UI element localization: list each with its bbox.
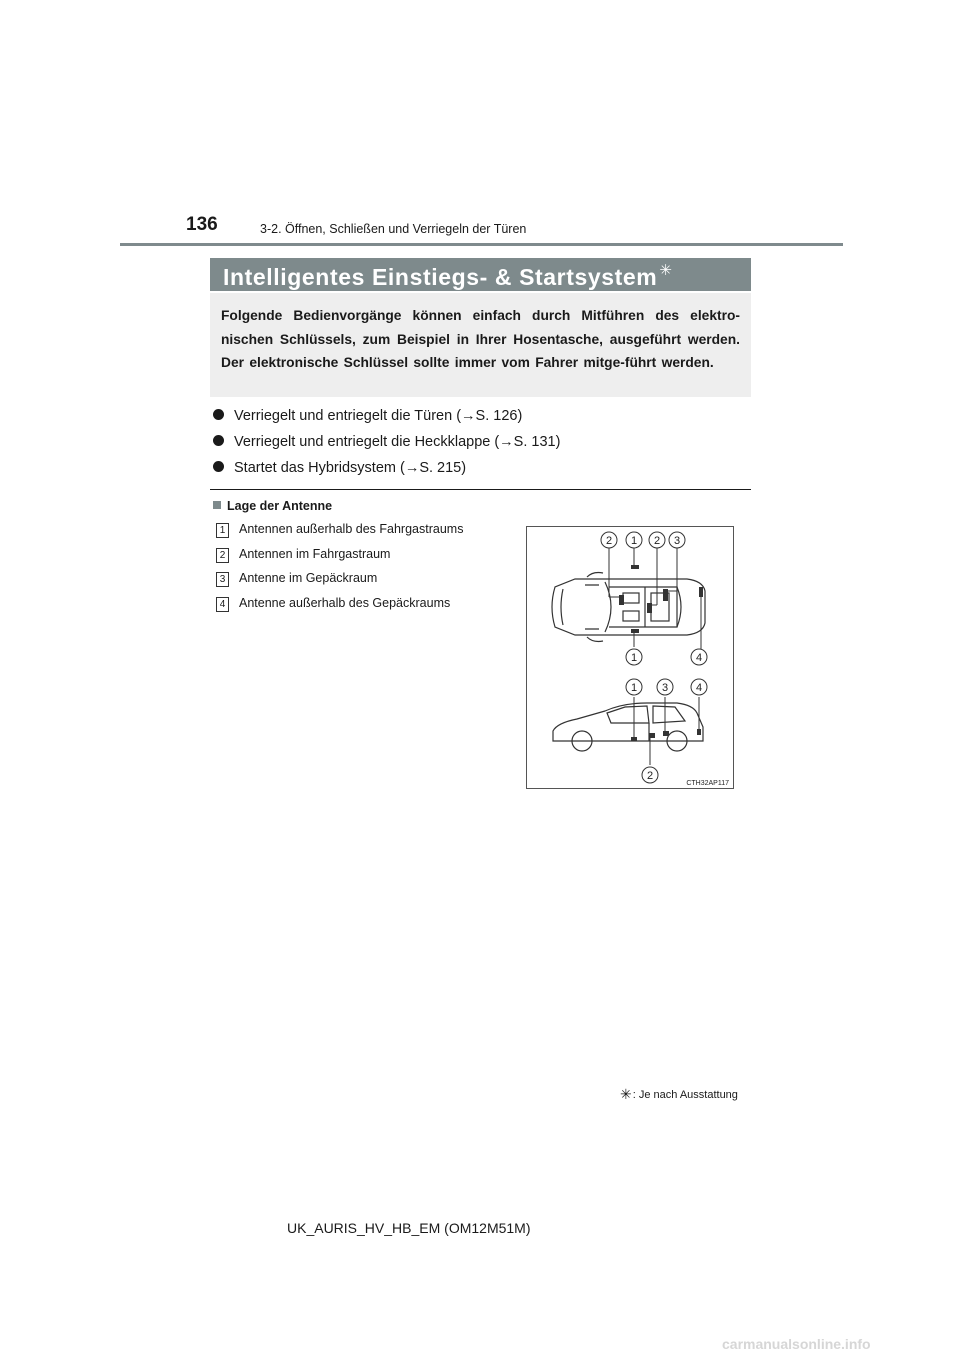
bullet-icon xyxy=(213,435,224,446)
number-badge: 1 xyxy=(216,523,229,538)
footnote-text: : Je nach Ausstattung xyxy=(632,1089,738,1101)
list-item-text: Startet das Hybridsystem (→S. 215) xyxy=(234,460,467,476)
list-item-text: Verriegelt und entriegelt die Türen (→S. 126) xyxy=(234,408,523,424)
antenna-markers-top xyxy=(619,565,703,633)
page-title xyxy=(223,261,673,291)
list-item xyxy=(213,432,560,458)
car-illustration xyxy=(527,527,733,788)
footnote xyxy=(620,1086,738,1103)
legend-item xyxy=(216,547,463,572)
legend-label: Antennen im Fahrgastraum xyxy=(239,546,391,561)
antenna-location-figure xyxy=(526,526,734,789)
number-badge: 2 xyxy=(216,548,229,563)
legend-label: Antenne im Gepäckraum xyxy=(239,571,378,585)
feature-list xyxy=(213,406,560,484)
legend-item xyxy=(216,522,463,547)
car-top-view-illustration xyxy=(552,573,705,642)
callout-number: 4 xyxy=(695,682,703,694)
header-rule xyxy=(120,243,843,246)
top-callouts xyxy=(601,532,707,665)
divider xyxy=(210,489,751,490)
callout-number: 3 xyxy=(661,682,669,694)
intro-box xyxy=(210,293,751,397)
subheading-text: Lage der Antenne xyxy=(227,499,333,513)
callout-number: 2 xyxy=(605,535,613,547)
asterisk-icon: ✳ xyxy=(620,1086,632,1102)
callout-number: 3 xyxy=(673,535,681,547)
page-title-text: Intelligentes Einstiegs- & Startsystem xyxy=(223,264,658,290)
figure-code: CTH32AP117 xyxy=(686,780,729,787)
list-item xyxy=(213,458,560,484)
list-item xyxy=(213,406,560,432)
subheading xyxy=(213,499,332,513)
intro-text: Folgende Bedienvorgänge können einfach durch Mitführen des elektro-nischen Schlüssels, zum Beispiel in Ihrer Hosentasche, ausgeführt werden. Der elektronische Schlüssel sollte immer vom Fahrer mitge-führt werden. xyxy=(221,308,740,371)
bullet-icon xyxy=(213,461,224,472)
document-code: UK_AURIS_HV_HB_EM (OM12M51M) xyxy=(287,1220,531,1236)
number-badge: 4 xyxy=(216,597,229,612)
legend-item xyxy=(216,571,463,596)
callout-number: 1 xyxy=(630,535,638,547)
asterisk-icon: ✳ xyxy=(659,262,673,279)
page-number: 136 xyxy=(186,214,218,235)
callout-number: 1 xyxy=(630,682,638,694)
watermark: carmanualsonline.info xyxy=(722,1336,871,1352)
callout-number: 1 xyxy=(630,652,638,664)
antenna-markers-side xyxy=(631,729,701,741)
legend-item xyxy=(216,596,463,621)
number-badge: 3 xyxy=(216,572,229,587)
callout-number: 2 xyxy=(646,770,654,782)
callout-number: 2 xyxy=(653,535,661,547)
car-side-view-illustration xyxy=(553,703,703,751)
legend-label: Antenne außerhalb des Gepäckraums xyxy=(239,595,451,610)
bullet-icon xyxy=(213,409,224,420)
list-item-text: Verriegelt und entriegelt die Heckklappe (→S. 131) xyxy=(234,434,561,450)
title-bar xyxy=(210,258,751,291)
section-header: 3-2. Öffnen, Schließen und Verriegeln der Türen xyxy=(260,222,527,236)
square-bullet-icon xyxy=(213,501,221,509)
legend-label: Antennen außerhalb des Fahrgastraums xyxy=(239,522,464,536)
callout-number: 4 xyxy=(695,652,703,664)
antenna-legend xyxy=(216,522,463,620)
